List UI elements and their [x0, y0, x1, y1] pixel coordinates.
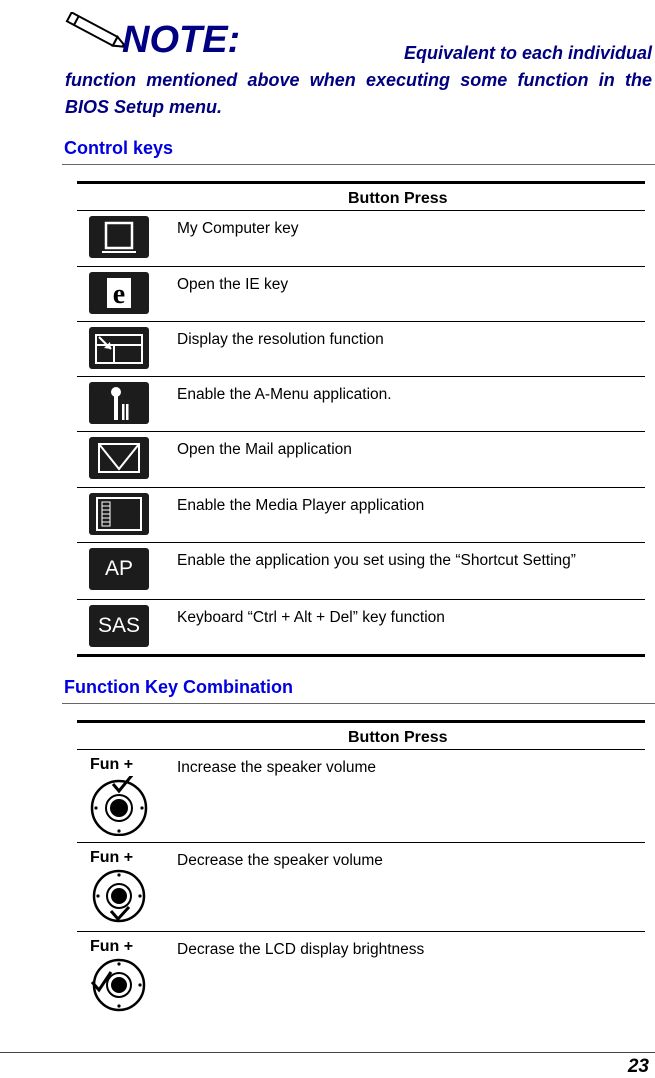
table-row: [77, 543, 645, 600]
section-divider: [62, 703, 655, 704]
row-description: Enable the Media Player application: [177, 488, 645, 543]
note-text: [65, 40, 652, 121]
row-description: Enable the application you set using the “Shortcut Setting”: [177, 543, 645, 600]
control-keys-heading: Control keys: [64, 138, 174, 158]
table-row: [77, 267, 645, 322]
table-row: [77, 750, 645, 843]
dial-down-icon: [89, 869, 149, 925]
a-menu-icon: [89, 382, 149, 424]
row-description: Increase the speaker volume: [177, 750, 645, 843]
ap-key-label: AP: [104, 557, 133, 580]
row-description: Open the Mail application: [177, 432, 645, 488]
table-row: [77, 488, 645, 543]
page-number: 23: [627, 1056, 649, 1077]
svg-text:e: e: [112, 279, 126, 310]
sas-key-icon: [89, 605, 149, 647]
row-description: My Computer key: [177, 211, 645, 267]
fun-prefix: Fun +: [90, 849, 134, 866]
ap-key-icon: [89, 548, 149, 590]
table-row: [77, 322, 645, 377]
row-description: Display the resolution function: [177, 322, 645, 377]
media-player-icon: [89, 493, 149, 535]
row-description: Enable the A-Menu application.: [177, 377, 645, 432]
sas-key-label: SAS: [97, 614, 141, 637]
row-description: Open the IE key: [177, 267, 645, 322]
control-keys-table: [77, 181, 645, 657]
section-divider: [62, 164, 655, 165]
table-row: [77, 932, 645, 1021]
note-line-rest: function mentioned above when executing some function in the BIOS Setup menu.: [65, 70, 652, 117]
table-header-row: [77, 183, 645, 211]
row-description: Decrase the LCD display brightness: [177, 941, 425, 958]
note-line-1: Equivalent to each individual: [403, 43, 652, 63]
function-keys-table: [77, 720, 645, 1020]
column-header: Button Press: [348, 728, 448, 746]
row-description: Keyboard “Ctrl + Alt + Del” key function: [177, 600, 645, 656]
dial-left-icon: [89, 958, 149, 1014]
table-row: [77, 600, 645, 656]
column-header: Button Press: [348, 189, 448, 207]
mail-icon: [89, 437, 149, 479]
fun-prefix: Fun +: [90, 756, 134, 773]
table-row: [77, 843, 645, 932]
dial-up-icon: [89, 776, 149, 836]
ie-icon: [89, 272, 149, 314]
table-row: [77, 377, 645, 432]
table-header-row: [77, 722, 645, 750]
resolution-icon: [89, 327, 149, 369]
table-row: [77, 432, 645, 488]
function-keys-heading: Function Key Combination: [64, 677, 293, 697]
table-row: [77, 211, 645, 267]
svg-text:NOTE:: NOTE:: [122, 19, 241, 58]
my-computer-icon: [89, 216, 149, 258]
row-description: Decrease the speaker volume: [177, 843, 645, 932]
footer-rule: [0, 1052, 655, 1053]
fun-prefix: Fun +: [90, 938, 134, 955]
